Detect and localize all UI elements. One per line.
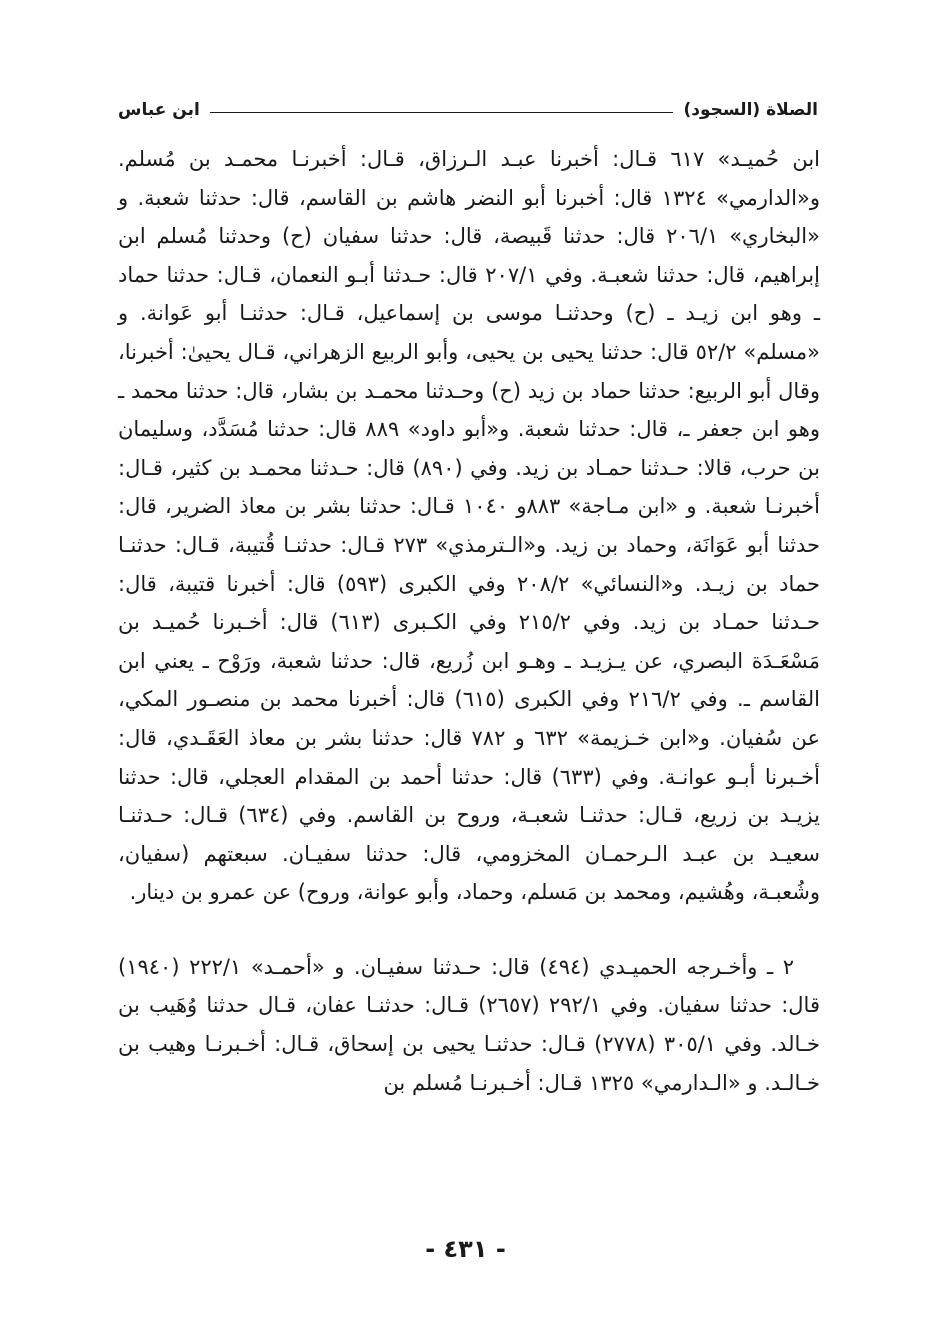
narrator-name: ابن عباس [118,100,200,120]
running-header [118,92,818,120]
takhrij-paragraph-1: ابن حُميـد» ٦١٧ قـال: أخبرنا عبـد الـرزاق، قـال: أخبرنـا محمـد بن مُسلم. و«الدارمي» ١٣٢٤ قال: أخبرنا أبو النضر هاشم بن القاسم، قال: حدثنا شعبة. و «البخاري» ٢٠٦/١ قال: حدثنا قَبيصة، قال: حدثنا سفيان (ح) وحدثنا مُسلم ابن إبراهيم، قال: حدثنا شعبـة. وفي ٢٠٧/١ قال: حـدثنا أبـو النعمان، قـال: حدثنا حماد ـ وهو ابن زيـد ـ (ح) وحدثنـا موسى بن إسماعيل، قـال: حدثنـا أبو عَوانة. و «مسلم» ٥٢/٢ قال: حدثنا يحيى بن يحيى، وأبو الربيع الزهراني، قـال يحيىٰ: أخبرنا، وقال أبو الربيع: حدثنا حماد بن زيد (ح) وحـدثنا محمـد بن بشار، قال: حدثنا محمد ـ وهو ابن جعفر ـ، قال: حدثنا شعبة. و«أبو داود» ٨٨٩ قال: حدثنا مُسَدَّد، وسليمان بن حرب، قالا: حـدثنا حمـاد بن زيد. وفي (٨٩٠) قال: حـدثنا محمـد بن كثير، قـال: أخبرنـا شعبة. و «ابن مـاجة» ٨٨٣و ١٠٤٠ قـال: حدثنا بشر بن معاذ الضرير، قال: حدثنا أبو عَوَانَة، وحماد بن زيد. و«الـترمذي» ٢٧٣ قـال: حدثنـا قُتيبة، قـال: حدثنـا حماد بن زيـد. و«النسائي» ٢٠٨/٢ وفي الكبرى (٥٩٣) قال: أخبرنا قتيبة، قال: حـدثنا حمـاد بن زيد. وفي ٢١٥/٢ وفي الكـبرى (٦١٣) قال: أخـبرنا حُميـد بن مَسْعَـدَة البصري، عن يـزيـد ـ وهـو ابن زُريع، قال: حدثنا شعبة، ورَوْح ـ يعني ابن القاسم ـ. وفي ٢١٦/٢ وفي الكبرى (٦١٥) قال: أخبرنا محمد بن منصـور المكي، عن سُفيان. و«ابن خـزيمة» ٦٣٢ و ٧٨٢ قال: حدثنا بشر بن معاذ العَقَـدي، قال: أخـبرنا أبـو عوانـة. وفي (٦٣٣) قال: حدثنا أحمد بن المقدام العجلي، قال: حدثنا يزيـد بن زريع، قـال: حدثنـا شعبـة، وروح بن القاسم. وفي (٦٣٤) قـال: حـدثنـا سعيـد بن عبـد الـرحمـان المخزومي، قال: حدثنا سفيـان. سبعتهم (سفيان، وشُعبـة، وهُشيم، ومحمد بن مَسلم، وحماد، وأبو عوانة، وروح) عن عمرو بن دينار. [118,147,821,905]
page-number: - ٤٣١ - [425,1235,506,1263]
header-rule [210,112,674,113]
section-title: الصلاة (السجود) [683,100,818,120]
takhrij-paragraph-2: ٢ ـ وأخـرجه الحميـدي (٤٩٤) قال: حـدثنا سفيـان. و «أحمـد» ٢٢٢/١ (١٩٤٠) قال: حدثنا سفيان. وفي ٢٩٢/١ (٢٦٥٧) قـال: حدثنـا عفان، قـال حدثنا وُهَيب بن خـالد. وفي ٣٠٥/١ (٢٧٧٨) قـال: حدثنـا يحيى بن إسحاق، قـال: أخـبرنـا وهيب بن خـالـد. و «الـدارمي» ١٣٢٥ قـال: أخـبرنـا مُسلم بن [118,954,820,1095]
page-body [118,140,820,1102]
